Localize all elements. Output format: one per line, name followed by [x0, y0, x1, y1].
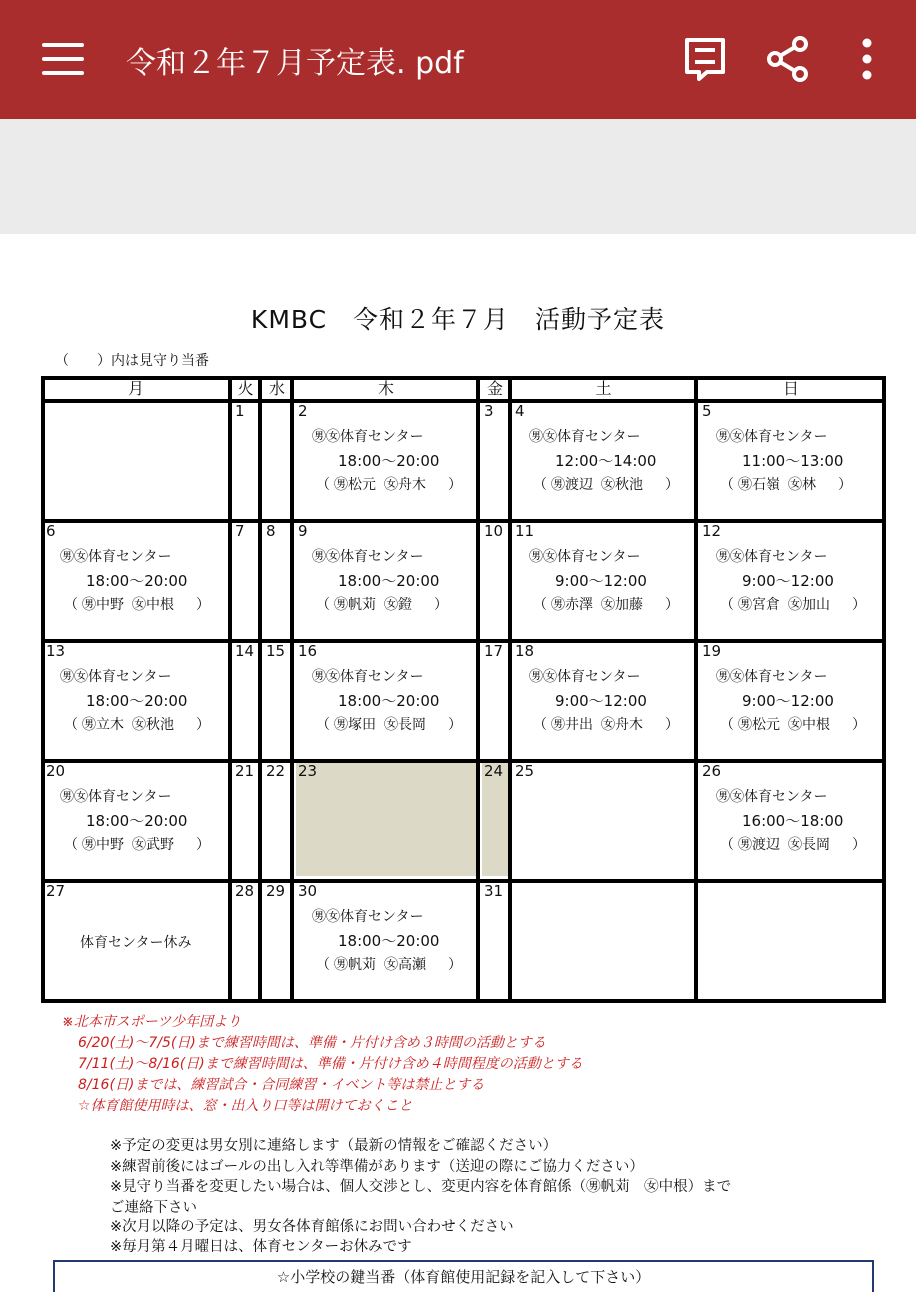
- watch-duty: [533, 594, 679, 614]
- day-cell[interactable]: [296, 522, 476, 636]
- day-cell[interactable]: [264, 642, 290, 756]
- watch-duty: [720, 714, 866, 734]
- note-line: ※予定の変更は男女別に連絡します（最新の情報をご確認ください）: [110, 1138, 558, 1154]
- paren-close: ）: [196, 717, 210, 733]
- female-duty: ㊛武野: [132, 837, 174, 853]
- day-number: 5: [702, 402, 712, 420]
- key-duty-box: [53, 1260, 874, 1292]
- day-number: 20: [46, 762, 66, 780]
- paren-open: （: [720, 837, 734, 853]
- venue-label: ㊚㊛体育センター: [529, 429, 641, 445]
- male-duty: ㊚帆苅: [334, 597, 376, 613]
- day-number: 4: [515, 402, 525, 420]
- grid-line-v: [882, 376, 886, 1002]
- menu-icon[interactable]: [42, 43, 84, 75]
- watch-duty: [720, 594, 866, 614]
- watch-duty: [64, 594, 210, 614]
- weekday-header: 月: [127, 379, 144, 398]
- female-duty: ㊛高瀬: [384, 957, 426, 973]
- day-cell[interactable]: [264, 522, 290, 636]
- day-cell[interactable]: [233, 882, 258, 996]
- day-cell[interactable]: [482, 522, 508, 636]
- paren-open: （: [533, 717, 547, 733]
- venue-label: ㊚㊛体育センター: [60, 669, 172, 685]
- day-number: 21: [235, 762, 255, 780]
- time-range: 18:00〜20:00: [86, 812, 188, 830]
- day-number: 23: [298, 762, 318, 780]
- female-duty: ㊛長岡: [384, 717, 426, 733]
- male-duty: ㊚帆苅: [334, 957, 376, 973]
- day-number: 17: [484, 642, 504, 660]
- time-range: 11:00〜13:00: [742, 452, 844, 470]
- venue-label: ㊚㊛体育センター: [60, 549, 172, 565]
- male-duty: ㊚松元: [738, 717, 780, 733]
- note-line: ※次月以降の予定は、男女各体育館係にお問い合わせください: [110, 1219, 514, 1235]
- time-range: 12:00〜14:00: [555, 452, 657, 470]
- watch-duty: [533, 474, 679, 494]
- paren-open: （: [720, 597, 734, 613]
- day-cell[interactable]: [700, 522, 882, 636]
- time-range: 9:00〜12:00: [742, 692, 834, 710]
- grid-line-v: [290, 376, 294, 1002]
- red-note-line: 6/20(土)〜7/5(日)まで練習時間は、準備・片付け含め３時間の活動とする: [78, 1035, 546, 1051]
- day-number: 11: [515, 522, 535, 540]
- time-range: 16:00〜18:00: [742, 812, 844, 830]
- weekday-header: 日: [782, 379, 799, 398]
- share-icon[interactable]: [766, 36, 810, 82]
- note-line: ※練習前後にはゴールの出し入れ等準備があります（送迎の際にご協力ください）: [110, 1159, 644, 1175]
- red-note-line: ☆体育館使用時は、窓・出入り口等は開けておくこと: [78, 1098, 413, 1114]
- app-bar: [0, 0, 916, 119]
- watch-duty: [316, 594, 448, 614]
- grid-line-v: [508, 376, 512, 1002]
- day-number: 29: [266, 882, 286, 900]
- weekday-header: 土: [595, 379, 612, 398]
- day-cell[interactable]: [233, 762, 258, 876]
- paren-open: （: [316, 477, 330, 493]
- day-cell[interactable]: [700, 402, 882, 516]
- weekday-header: 水: [268, 379, 285, 398]
- paren-open: （: [64, 837, 78, 853]
- day-number: 12: [702, 522, 722, 540]
- watch-duty: [64, 714, 210, 734]
- male-duty: ㊚松元: [334, 477, 376, 493]
- male-duty: ㊚立木: [82, 717, 124, 733]
- weekday-header: 木: [377, 379, 394, 398]
- day-number: 28: [235, 882, 255, 900]
- key-duty-title: ☆小学校の鍵当番（体育館使用記録を記入して下さい）: [276, 1268, 651, 1286]
- watch-duty: [64, 834, 210, 854]
- day-number: 14: [235, 642, 255, 660]
- male-duty: ㊚石嶺: [738, 477, 780, 493]
- female-duty: ㊛中根: [788, 717, 830, 733]
- male-duty: ㊚塚田: [334, 717, 376, 733]
- day-cell[interactable]: [482, 642, 508, 756]
- time-range: 18:00〜20:00: [86, 572, 188, 590]
- paren-close: ）: [448, 717, 462, 733]
- paren-close: ）: [852, 837, 866, 853]
- red-note-line: 7/11(土)〜8/16(日)まで練習時間は、準備・片付け含め４時間程度の活動とする: [78, 1056, 583, 1072]
- weekday-header: 火: [237, 379, 254, 398]
- paren-close: ）: [448, 477, 462, 493]
- day-number: 10: [484, 522, 504, 540]
- day-number: 15: [266, 642, 286, 660]
- watch-duty: [316, 474, 462, 494]
- male-duty: ㊚中野: [82, 597, 124, 613]
- paren-close: ）: [838, 477, 852, 493]
- female-duty: ㊛舟木: [384, 477, 426, 493]
- paren-open: （: [64, 597, 78, 613]
- watch-duty: [533, 714, 679, 734]
- day-number: 7: [235, 522, 245, 540]
- day-number: 2: [298, 402, 308, 420]
- paren-open: （: [533, 597, 547, 613]
- male-duty: ㊚宮倉: [738, 597, 780, 613]
- day-number: 16: [298, 642, 318, 660]
- day-cell[interactable]: [513, 402, 694, 516]
- venue-label: ㊚㊛体育センター: [716, 549, 828, 565]
- day-cell[interactable]: [700, 762, 882, 876]
- day-number: 31: [484, 882, 504, 900]
- grid-line-v: [476, 376, 480, 1002]
- female-duty: ㊛中根: [132, 597, 174, 613]
- schedule-title: KMBC 令和２年７月 活動予定表: [250, 305, 666, 334]
- note-line: ※見守り当番を変更したい場合は、個人交渉とし、変更内容を体育館係（㊚帆苅 ㊛中根）まで: [110, 1179, 732, 1195]
- female-duty: ㊛加藤: [601, 597, 643, 613]
- venue-label: ㊚㊛体育センター: [312, 549, 424, 565]
- day-number: 26: [702, 762, 722, 780]
- watch-duty: [720, 474, 852, 494]
- day-number: 18: [515, 642, 535, 660]
- day-cell[interactable]: [44, 882, 228, 996]
- grid-line-v: [694, 376, 698, 1002]
- paren-close: ）: [196, 597, 210, 613]
- day-cell[interactable]: [44, 522, 228, 636]
- note-line: ※毎月第４月曜日は、体育センターお休みです: [110, 1239, 412, 1255]
- grid-line-v: [258, 376, 262, 1002]
- day-cell[interactable]: [700, 642, 882, 756]
- day-cell[interactable]: [482, 762, 508, 876]
- paren-open: （: [533, 477, 547, 493]
- venue-label: ㊚㊛体育センター: [716, 669, 828, 685]
- time-range: 18:00〜20:00: [338, 572, 440, 590]
- document-title: 令和２年７月予定表. pdf: [126, 46, 464, 81]
- paren-close: ）: [665, 717, 679, 733]
- day-cell[interactable]: [296, 642, 476, 756]
- paren-open: （: [720, 717, 734, 733]
- watch-duty: [316, 954, 462, 974]
- male-duty: ㊚渡辺: [738, 837, 780, 853]
- day-number: 13: [46, 642, 66, 660]
- day-number: 25: [515, 762, 535, 780]
- time-range: 18:00〜20:00: [338, 452, 440, 470]
- grid-line-h: [41, 999, 886, 1003]
- venue-label: ㊚㊛体育センター: [529, 549, 641, 565]
- day-cell[interactable]: [233, 642, 258, 756]
- closed-label: 体育センター休み: [80, 935, 192, 951]
- female-duty: ㊛舟木: [601, 717, 643, 733]
- paren-close: ）: [434, 597, 448, 613]
- paren-open: （: [316, 717, 330, 733]
- day-cell[interactable]: [44, 762, 228, 876]
- female-duty: ㊛秋池: [601, 477, 643, 493]
- day-number: 19: [702, 642, 722, 660]
- weekday-header: 金: [486, 379, 503, 398]
- female-duty: ㊛長岡: [788, 837, 830, 853]
- paren-close: ）: [852, 717, 866, 733]
- venue-label: ㊚㊛体育センター: [312, 429, 424, 445]
- day-cell[interactable]: [296, 402, 476, 516]
- paren-open: （: [720, 477, 734, 493]
- paren-open: （: [316, 957, 330, 973]
- venue-label: ㊚㊛体育センター: [716, 429, 828, 445]
- paren-open: （: [64, 717, 78, 733]
- time-range: 9:00〜12:00: [742, 572, 834, 590]
- day-number: 30: [298, 882, 318, 900]
- red-note-line: ※北本市スポーツ少年団より: [62, 1014, 242, 1030]
- paren-close: ）: [196, 837, 210, 853]
- male-duty: ㊚赤澤: [551, 597, 593, 613]
- day-cell[interactable]: [296, 882, 476, 996]
- male-duty: ㊚中野: [82, 837, 124, 853]
- time-range: 18:00〜20:00: [86, 692, 188, 710]
- day-cell[interactable]: [482, 882, 508, 996]
- day-cell[interactable]: [513, 522, 694, 636]
- venue-label: ㊚㊛体育センター: [312, 669, 424, 685]
- day-number: 22: [266, 762, 286, 780]
- day-number: 9: [298, 522, 308, 540]
- paren-close: ）: [665, 477, 679, 493]
- paren-close: ）: [665, 597, 679, 613]
- venue-label: ㊚㊛体育センター: [716, 789, 828, 805]
- paren-open: （: [316, 597, 330, 613]
- grid-line-v: [228, 376, 232, 1002]
- time-range: 9:00〜12:00: [555, 572, 647, 590]
- day-number: 8: [266, 522, 276, 540]
- male-duty: ㊚井出: [551, 717, 593, 733]
- day-cell[interactable]: [264, 762, 290, 876]
- day-cell[interactable]: [513, 762, 694, 876]
- watch-duty-note: （ ）内は見守り当番: [55, 353, 209, 369]
- watch-duty: [720, 834, 866, 854]
- day-cell[interactable]: [296, 762, 476, 876]
- day-cell[interactable]: [513, 642, 694, 756]
- day-number: 3: [484, 402, 494, 420]
- more-options-icon[interactable]: [860, 36, 874, 82]
- day-cell[interactable]: [264, 882, 290, 996]
- venue-label: ㊚㊛体育センター: [312, 909, 424, 925]
- day-number: 6: [46, 522, 56, 540]
- note-line: ご連絡下さい: [110, 1200, 197, 1216]
- day-cell[interactable]: [44, 642, 228, 756]
- paren-close: ）: [852, 597, 866, 613]
- day-cell[interactable]: [233, 402, 258, 516]
- venue-label: ㊚㊛体育センター: [529, 669, 641, 685]
- watch-duty: [316, 714, 462, 734]
- female-duty: ㊛林: [788, 477, 816, 493]
- reading-mode-icon[interactable]: [683, 36, 729, 82]
- female-duty: ㊛鐙: [384, 597, 412, 613]
- female-duty: ㊛加山: [788, 597, 830, 613]
- day-cell[interactable]: [482, 402, 508, 516]
- female-duty: ㊛秋池: [132, 717, 174, 733]
- time-range: 18:00〜20:00: [338, 692, 440, 710]
- day-number: 27: [46, 882, 66, 900]
- day-cell[interactable]: [233, 522, 258, 636]
- red-note-line: 8/16(日)までは、練習試合・合同練習・イベント等は禁止とする: [78, 1077, 485, 1093]
- time-range: 18:00〜20:00: [338, 932, 440, 950]
- male-duty: ㊚渡辺: [551, 477, 593, 493]
- day-number: 1: [235, 402, 245, 420]
- venue-label: ㊚㊛体育センター: [60, 789, 172, 805]
- page-gap: [0, 119, 916, 234]
- paren-close: ）: [448, 957, 462, 973]
- time-range: 9:00〜12:00: [555, 692, 647, 710]
- day-number: 24: [484, 762, 504, 780]
